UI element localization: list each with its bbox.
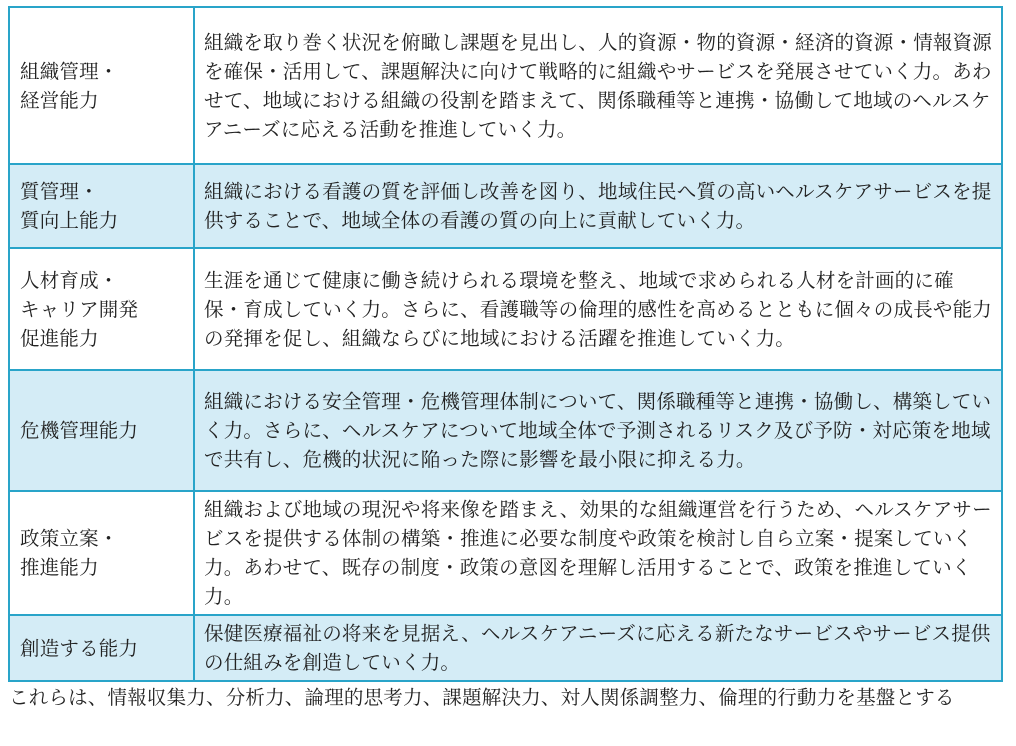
table-row (9, 7, 1002, 164)
competency-name: 人材育成・ キャリア開発 促進能力 (9, 248, 194, 370)
competency-name: 危機管理能力 (9, 370, 194, 491)
table-row (9, 370, 1002, 491)
competency-name: 政策立案・ 推進能力 (9, 491, 194, 615)
competency-name: 創造する能力 (9, 615, 194, 681)
competency-description: 生涯を通じて健康に働き続けられる環境を整え、地域で求められる人材を計画的に確保・育成していく力。さらに、看護職等の倫理的感性を高めるとともに個々の成長や能力の発揮を促し、組織ならびに地域における活躍を推進していく力。 (194, 248, 1002, 370)
table-row (9, 491, 1002, 615)
competency-description: 保健医療福祉の将来を見据え、ヘルスケアニーズに応える新たなサービスやサービス提供の仕組みを創造していく力。 (194, 615, 1002, 681)
competency-table (8, 6, 1003, 682)
footer-note: これらは、情報収集力、分析力、論理的思考力、課題解決力、対人関係調整力、倫理的行動力を基盤とする (9, 686, 955, 709)
competency-description: 組織および地域の現況や将来像を踏まえ、効果的な組織運営を行うため、ヘルスケアサービスを提供する体制の構築・推進に必要な制度や政策を検討し自ら立案・提案していく力。あわせて、既存の制度・政策の意図を理解し活用することで、政策を推進していく力。 (194, 491, 1002, 615)
table-row (9, 615, 1002, 681)
table-row (9, 164, 1002, 248)
competency-description: 組織における看護の質を評価し改善を図り、地域住民へ質の高いヘルスケアサービスを提供することで、地域全体の看護の質の向上に貢献していく力。 (194, 164, 1002, 248)
competency-name: 質管理・ 質向上能力 (9, 164, 194, 248)
table-row (9, 248, 1002, 370)
competency-name: 組織管理・ 経営能力 (9, 7, 194, 164)
competency-description: 組織を取り巻く状況を俯瞰し課題を見出し、人的資源・物的資源・経済的資源・情報資源を確保・活用して、課題解決に向けて戦略的に組織やサービスを発展させていく力。あわせて、地域における組織の役割を踏まえて、関係職種等と連携・協働して地域のヘルスケアニーズに応える活動を推進していく力。 (194, 7, 1002, 164)
competency-description: 組織における安全管理・危機管理体制について、関係職種等と連携・協働し、構築していく力。さらに、ヘルスケアについて地域全体で予測されるリスク及び予防・対応策を地域で共有し、危機的状況に陥った際に影響を最小限に抑える力。 (194, 370, 1002, 491)
